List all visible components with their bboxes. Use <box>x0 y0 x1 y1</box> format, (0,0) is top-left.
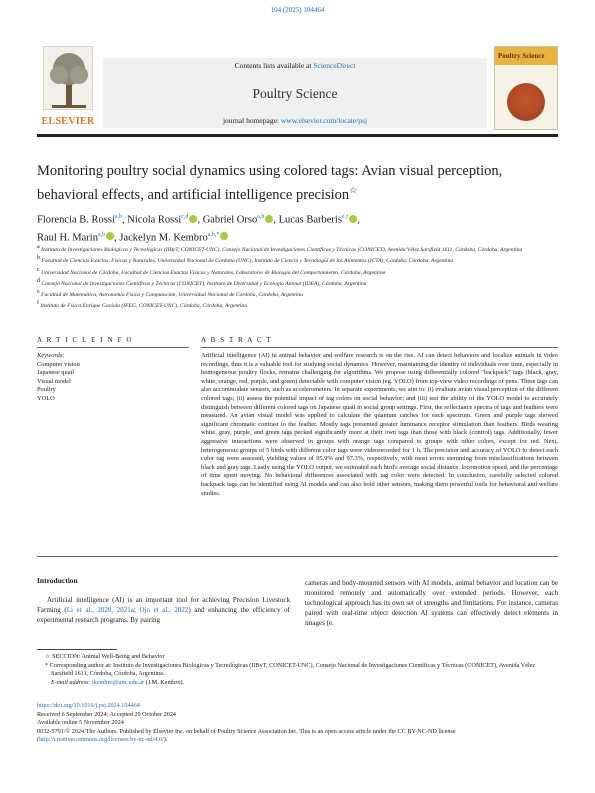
affiliation <box>37 266 558 277</box>
author-affil-mark[interactable]: a,b <box>114 214 123 220</box>
affiliation-mark: f <box>37 300 39 307</box>
affiliation-mark: e <box>37 289 40 296</box>
author-affil-mark[interactable]: e,f <box>341 214 349 220</box>
section-footnote: ☆ SECCION: Animal Well-Being and Behavior <box>45 653 165 660</box>
author[interactable]: Gabriel Orso <box>202 214 258 226</box>
footnotes <box>37 653 558 687</box>
article-meta <box>37 702 558 745</box>
keyword: YOLO <box>37 394 55 402</box>
affiliation-mark: b <box>37 255 40 262</box>
elsevier-logo <box>37 46 99 130</box>
keyword: Japanese quail <box>37 369 75 376</box>
contents-line <box>103 61 487 70</box>
affiliation-text: Facultad de Ciencias Exactas, Físicas y Naturales, Universidad Nacional de Córdoba (UNC), Instituto de Ciencia y Tecnología de los Alimentos (ICTA), Córdoba, Córdoba, Argentina <box>41 258 454 265</box>
affiliation <box>37 288 558 299</box>
affiliation <box>37 243 558 254</box>
affiliation-mark: d <box>37 277 40 284</box>
introduction-heading: Introduction <box>37 576 78 585</box>
author[interactable]: Jackelyn M. Kembro <box>119 232 208 243</box>
header-rule <box>37 134 558 137</box>
author[interactable]: Nicola Rossi <box>127 214 182 226</box>
copyright-end: ). <box>163 736 168 744</box>
author-affil-mark[interactable]: a,b <box>257 214 265 220</box>
affiliations <box>37 243 558 311</box>
article-info-rule <box>37 347 189 348</box>
article-title-text: Monitoring poultry social dynamics using colored tags: Avian visual perception, behavioral effects, and artificial intelligence precision <box>37 163 503 203</box>
elsevier-wordmark: ELSEVIER <box>41 116 95 127</box>
abstract-bottom-rule <box>37 556 558 557</box>
cover-title: Poultry Science <box>498 52 545 60</box>
contents-prefix: Contents lists available at <box>234 61 314 70</box>
author[interactable]: Lucas Barberis <box>278 214 342 226</box>
keyword: Computer vision <box>37 360 80 368</box>
abstract-rule <box>201 347 558 348</box>
affiliation-text: Universidad Nacional de Córdoba, Facultad de Ciencias Exactas Físicas y Naturales, Laboratorio de Biología del Comportamiento, Córdoba, Argentina <box>41 269 386 276</box>
affiliation-text: Instituto de Investigaciones Biológicas y Tecnológicas (IIByT, CONICET-UNC), Consejo Nacional de Investigaciones Científicas y Técnicas (CONICET), Avenida Vélez Sarsfield 1611, Córdoba, Córdoba, Argentina <box>41 246 523 253</box>
abstract-label: A B S T R A C T <box>201 336 273 344</box>
orcid-icon[interactable] <box>106 232 114 240</box>
keywords-block <box>37 352 187 403</box>
email-line <box>37 679 558 688</box>
author[interactable]: Florencia B. Rossi <box>37 214 115 226</box>
affiliation-text: Instituto de Física Enrique Gaviola (IFEG, CONICET-UNC), Córdoba, Córdoba, Argentina <box>40 303 248 310</box>
keywords-heading: Keywords: <box>37 352 65 359</box>
doi-link[interactable]: https://doi.org/10.1016/j.psj.2024.104464 <box>37 702 140 709</box>
journal-name: Poultry Science <box>252 86 338 101</box>
affiliation <box>37 299 558 310</box>
homepage-prefix: journal homepage: <box>222 116 281 125</box>
author-affil-mark[interactable]: a,b,* <box>207 231 220 238</box>
author-list: Florencia B. Rossi$^{a,b}$, Nicola Rossi$^{c,d}$ , Gabriel Orso$^{a,b}$ , Lucas Barberis$^{e,f}$ , Raul H. Marin$^{a,b}$ , Jackelyn M. Kembro$^{a,b,*}$ <box>37 214 360 243</box>
email-link[interactable]: jkembro@unc.edu.ar <box>92 678 145 686</box>
corresponding-footnote: * Corresponding author at: Instituto de Investigaciones Biológicas y Tecnológicas (IIByT, CONICET-UNC), Consejo Nacional de Investigaciones Científicas y Técnicas (CONICET), Avenida Vélez Sarsfield 1611, Córdoba, Córdoba, Argentina. <box>45 661 536 678</box>
email-label: E-mail address: <box>51 678 93 686</box>
orcid-icon[interactable] <box>220 232 228 240</box>
citation-link[interactable]: Ojo et al., 2022 <box>139 606 189 614</box>
abstract-text: Artificial intelligence (AI) in animal behavior and welfare research is on the rise. AI can detect behaviors and localize animals in video recordings, thus it is a valuable tool for studying social dynamics. However, maintaining the identity of individuals over time, especially in homogeneous poultry flocks, remains challenging for algorithms. We propose using differentially colored "backpack" tags (black, gray, white, orange, red, purple, and green) detectable with computer vision (eg. YOLO) from top-view video recordings of pens. These tags can also accommodate sensors, such as accelerometers. In separate experiments, we aim to: (i) evaluate avian visual perception of the different colored tags; (ii) assess the potential impact of tag colors on social behavior; and (iii) test the ability of the YOLO model to accurately distinguish between different colored tags on Japanese quail in social group settings. First, the reflectance spectra of tags and feathers were measured. An avian visual model was applied to calculate the quantum catches for each spectrum. Green and purple tags showed significant chromatic contrast to the feather. Mostly tags presented greater luminance receptor stimulation than feathers. Birds wearing white, gray, purple, and green tags pecked significantly more at their own tags than those with black (control) tags. Additionally, fewer aggressive interactions were observed in groups with orange tags compared to groups with other colors, except for red. Next, heterogeneous groups of 5 birds with different color tags were videorecorded for 1 h. The precision and accuracy of YOLO to detect each color tag were assessed, yielding values of 95.9% and 97.3%, respectively, with most errors stemming from misclassifications between black and gray tags. Lastly using the YOLO output, we estimated each bird's average social distance, locomotion speed, and the percentage of time spent moving. No behavioral differences associated with tag color were detected. In conclusion, carefully selected colored backpack tags can be identified using AI models and can also hold other sensors, making them powerful tools for behavioral and welfare studies. <box>201 352 558 497</box>
elsevier-tree-icon <box>43 46 93 110</box>
sciencedirect-link[interactable]: ScienceDirect <box>313 61 356 70</box>
intro-column-right: cameras and body-mounted sensors with AI models, animal behavior and location can be monitored remotely and automatically over extended periods. However, each technological approach has its own set of strengths and limitations. For instance, cameras paired with real-time object detection AI systems can effectively detect elements in images (e. <box>305 579 558 627</box>
received-dates: Received 6 September 2024; Accepted 29 October 2024 <box>37 710 177 718</box>
affiliation-mark: a <box>37 244 40 250</box>
author-affil-mark[interactable]: c,d <box>181 214 189 220</box>
article-title <box>37 162 558 205</box>
license-link[interactable]: http://creativecommons.org/licenses/by-nc-nd/4.0/ <box>39 736 164 744</box>
intro-text: ; <box>133 606 140 614</box>
author-affil-mark[interactable]: a,b <box>97 231 106 238</box>
cover-chick-image <box>507 83 545 121</box>
email-suffix: (J.M. Kembro). <box>144 678 185 686</box>
affiliation-mark: c <box>37 266 40 273</box>
intro-column-left <box>37 595 290 625</box>
author[interactable]: Raul H. Marin <box>37 232 98 243</box>
copyright-line <box>37 728 558 745</box>
online-date: Available online 5 November 2024 <box>37 719 124 727</box>
orcid-icon[interactable] <box>349 215 357 223</box>
keyword: Visual model <box>37 377 71 385</box>
citation-link[interactable]: Li et al., 2020, 2021a <box>66 606 134 614</box>
article-info-label: A R T I C L E I N F O <box>37 336 134 344</box>
copyright-text: 0032-5791/© 2024 The Authors. Published by Elsevier Inc. on behalf of Poultry Science Association Inc. This is an open access article under the CC BY-NC-ND license ( <box>37 727 456 744</box>
affiliation <box>37 254 558 265</box>
orcid-icon[interactable] <box>265 215 273 223</box>
title-footnote-mark[interactable]: ☆ <box>349 185 358 195</box>
journal-homepage <box>103 116 487 125</box>
affiliation-text: Facultad de Matemática, Astronomía Física y Computación, Universidad Nacional de Córdoba, Córdoba, Argentina <box>41 291 303 298</box>
journal-cover[interactable] <box>494 46 558 130</box>
orcid-icon[interactable] <box>189 215 197 223</box>
footnote-rule <box>37 649 117 650</box>
homepage-link[interactable]: www.elsevier.com/locate/psj <box>280 116 368 125</box>
intro-text: Artificial intelligence (AI) is an important tool for achieving Precision Livestock Farming ( <box>37 596 290 614</box>
journal-volume-link[interactable]: 104 (2025) 104464 <box>270 6 325 14</box>
affiliation <box>37 277 558 288</box>
journal-header <box>103 58 487 128</box>
intro-text: ) and enhancing the efficiency of experimental research programs. By pairing <box>37 606 290 624</box>
keyword: Poultry <box>37 386 56 393</box>
affiliation-text: Consejo Nacional de Investigaciones Científicas y Técnicas (CONICET), Instituto de Diversidad y Ecología Animal (IDEA), Córdoba, Argentina <box>41 280 367 287</box>
